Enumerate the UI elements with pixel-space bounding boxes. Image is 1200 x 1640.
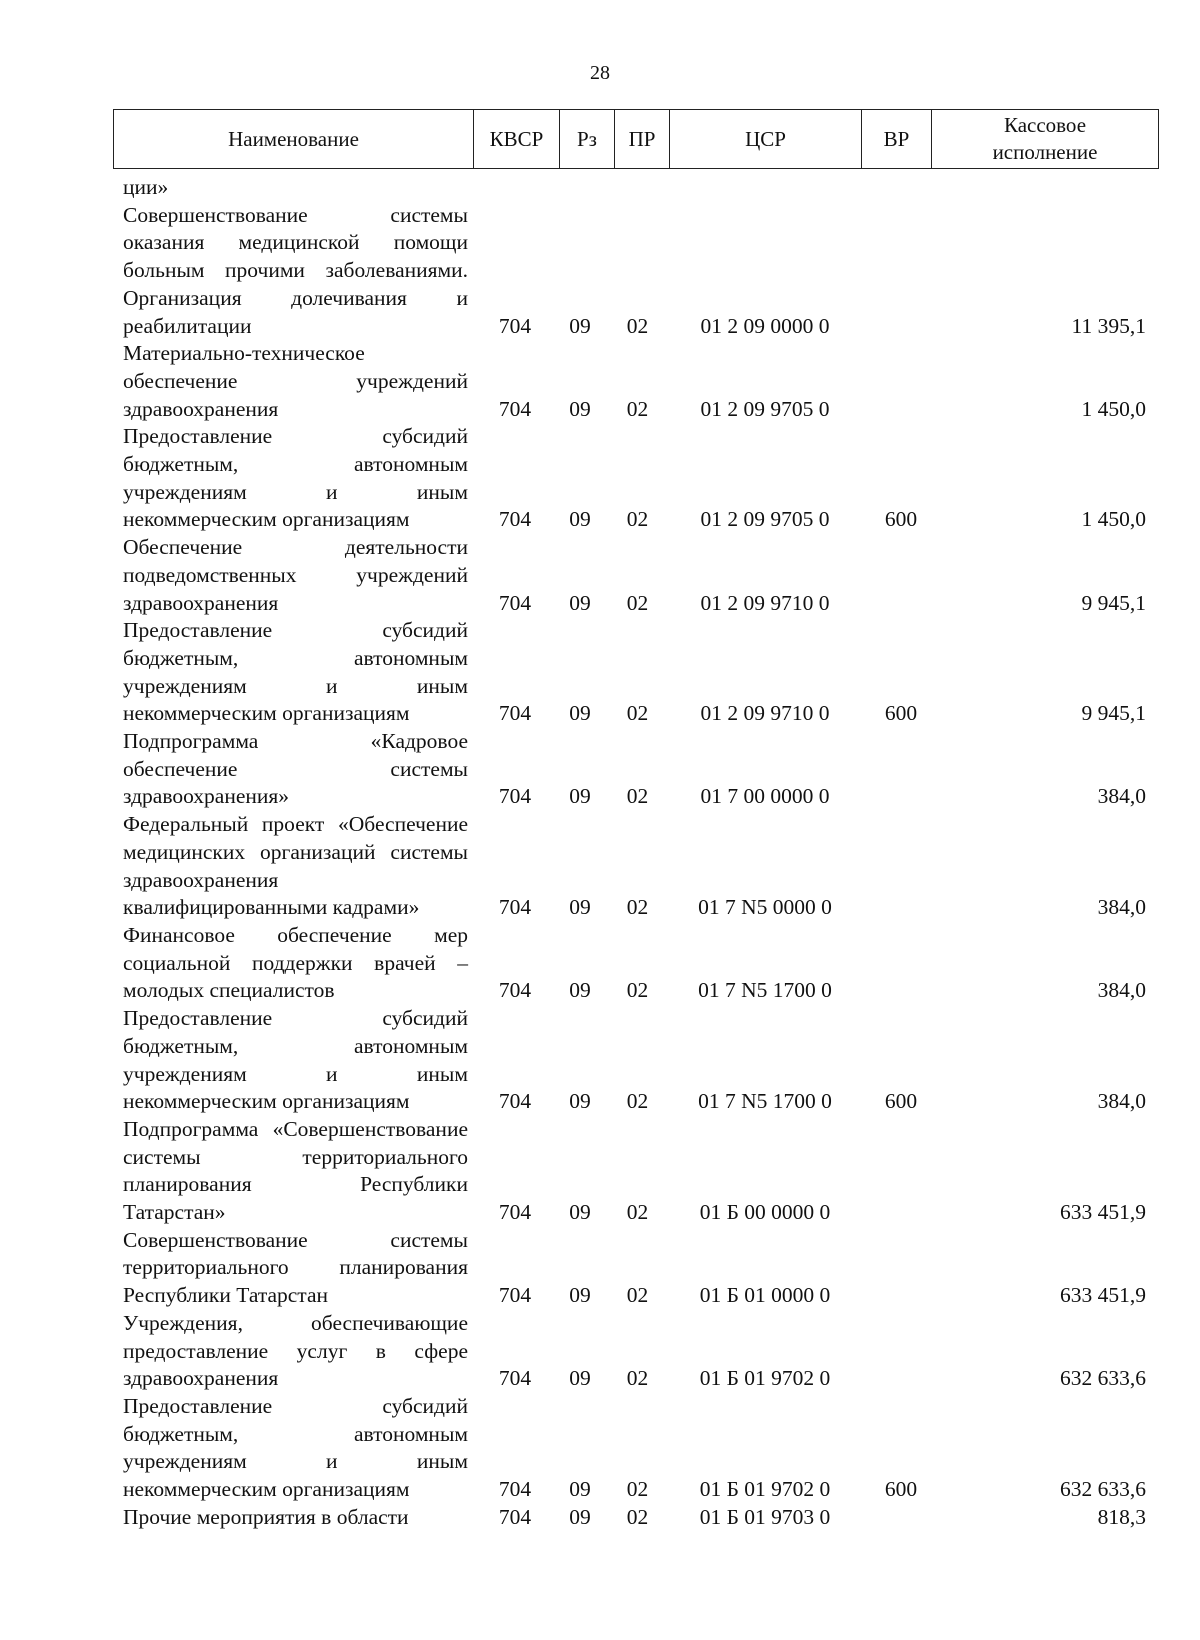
cell-csr: 01 2 09 9705 0 — [700, 507, 830, 532]
cell-amount: 633 451,9 — [1060, 1283, 1146, 1308]
cell-kvsr: 704 — [498, 1504, 532, 1529]
cell-name: Совершенствование системы оказания медицинской помощи больным прочими заболеваниями. Организация долечивания и реабилитации — [123, 202, 468, 338]
cell-amount: 384,0 — [1097, 784, 1146, 809]
cell-kvsr: 704 — [498, 895, 532, 920]
table-row — [113, 423, 1158, 534]
cell-amount: 9 945,1 — [1081, 701, 1146, 726]
cell-kvsr: 704 — [498, 784, 532, 809]
cell-csr: 01 Б 00 0000 0 — [699, 1200, 831, 1225]
cell-pr: 02 — [626, 1089, 649, 1114]
cell-name: Финансовое обеспечение мер социальной поддержки врачей – молодых специалистов — [123, 922, 468, 1003]
cell-amount: 1 450,0 — [1081, 396, 1146, 421]
cell-name: ции» — [123, 175, 169, 199]
cell-amount: 818,3 — [1097, 1504, 1146, 1529]
cell-kvsr: 704 — [498, 978, 532, 1003]
header-amount — [932, 110, 1159, 169]
table-row — [113, 1116, 1158, 1227]
header-kvsr: КВСР — [474, 110, 560, 169]
cell-kvsr: 704 — [498, 396, 532, 421]
cell-pr: 02 — [626, 1283, 649, 1308]
cell-amount: 632 633,6 — [1060, 1477, 1146, 1502]
cell-csr: 01 2 09 9710 0 — [700, 590, 830, 615]
cell-kvsr: 704 — [498, 1200, 532, 1225]
cell-csr: 01 Б 01 9702 0 — [699, 1477, 831, 1502]
header-amount-line2: исполнение — [992, 140, 1098, 164]
cell-csr: 01 Б 01 9702 0 — [699, 1366, 831, 1391]
header-amount-line1: Кассовое — [1003, 113, 1087, 137]
cell-name: Предоставление субсидий бюджетным, автономным учреждениям и иным некоммерческим организациям — [123, 424, 468, 532]
cell-name: Совершенствование системы территориального планирования Республики Татарстан — [123, 1227, 468, 1308]
cell-rz: 09 — [569, 701, 591, 726]
cell-rz: 09 — [569, 784, 591, 809]
table-row — [113, 202, 1158, 341]
cell-kvsr: 704 — [498, 1477, 532, 1502]
cell-rz: 09 — [569, 1283, 591, 1308]
header-pr: ПР — [615, 110, 670, 169]
cell-rz: 09 — [569, 590, 591, 615]
table-body — [113, 174, 1158, 1531]
cell-amount: 633 451,9 — [1060, 1200, 1146, 1225]
cell-rz: 09 — [569, 1200, 591, 1225]
header-vr: ВР — [862, 110, 932, 169]
cell-csr: 01 2 09 0000 0 — [700, 313, 830, 338]
cell-rz: 09 — [569, 507, 591, 532]
cell-csr: 01 7 N5 1700 0 — [698, 1089, 832, 1114]
table-row — [113, 922, 1158, 1005]
cell-pr: 02 — [626, 507, 649, 532]
table-row — [113, 728, 1158, 811]
cell-vr: 600 — [884, 1089, 918, 1114]
cell-name: Федеральный проект «Обеспечение медицинских организаций системы здравоохранения квалифицированными кадрами» — [123, 812, 468, 920]
cell-pr: 02 — [626, 1477, 649, 1502]
cell-rz: 09 — [569, 895, 591, 920]
cell-vr: 600 — [884, 701, 918, 726]
table-row — [113, 534, 1158, 617]
cell-amount: 384,0 — [1097, 978, 1146, 1003]
cell-amount: 1 450,0 — [1081, 507, 1146, 532]
cell-pr: 02 — [626, 978, 649, 1003]
table-row — [113, 174, 1158, 202]
cell-name: Подпрограмма «Кадровое обеспечение системы здравоохранения» — [123, 729, 468, 809]
header-rz: Рз — [560, 110, 615, 169]
cell-pr: 02 — [626, 590, 649, 615]
cell-rz: 09 — [569, 1089, 591, 1114]
cell-pr: 02 — [626, 396, 649, 421]
cell-csr: 01 2 09 9705 0 — [700, 396, 830, 421]
cell-rz: 09 — [569, 396, 591, 421]
cell-csr: 01 2 09 9710 0 — [700, 701, 830, 726]
header-name: Наименование — [114, 110, 474, 169]
cell-pr: 02 — [626, 1200, 649, 1225]
cell-rz: 09 — [569, 1366, 591, 1391]
cell-pr: 02 — [626, 1504, 649, 1529]
table-row — [113, 1393, 1158, 1504]
cell-name: Материально-техническое обеспечение учреждений здравоохранения — [123, 341, 468, 421]
cell-amount: 384,0 — [1097, 1089, 1146, 1114]
cell-kvsr: 704 — [498, 507, 532, 532]
table-row — [113, 340, 1158, 423]
table-row — [113, 1005, 1158, 1116]
cell-vr: 600 — [884, 1477, 918, 1502]
cell-rz: 09 — [569, 1477, 591, 1502]
cell-vr: 600 — [884, 507, 918, 532]
table-row — [113, 1310, 1158, 1393]
cell-pr: 02 — [626, 701, 649, 726]
cell-kvsr: 704 — [498, 1366, 532, 1391]
cell-pr: 02 — [626, 895, 649, 920]
cell-name: Прочие мероприятия в области — [123, 1504, 409, 1529]
cell-kvsr: 704 — [498, 1089, 532, 1114]
cell-pr: 02 — [626, 1366, 649, 1391]
cell-kvsr: 704 — [498, 701, 532, 726]
cell-amount: 11 395,1 — [1071, 313, 1146, 338]
cell-name: Подпрограмма «Совершенствование системы территориального планирования Республики Татарстан» — [123, 1116, 468, 1225]
cell-name: Предоставление субсидий бюджетным, автономным учреждениям и иным некоммерческим организациям — [123, 618, 468, 726]
cell-kvsr: 704 — [498, 1283, 532, 1308]
cell-kvsr: 704 — [498, 313, 532, 338]
cell-name: Учреждения, обеспечивающие предоставление услуг в сфере здравоохранения — [123, 1310, 468, 1391]
page-number: 28 — [590, 62, 610, 84]
cell-kvsr: 704 — [498, 590, 532, 615]
cell-amount: 384,0 — [1097, 895, 1146, 920]
table-header — [113, 109, 1159, 169]
cell-csr: 01 7 N5 1700 0 — [698, 978, 832, 1003]
cell-csr: 01 Б 01 0000 0 — [699, 1283, 831, 1308]
header-csr: ЦСР — [670, 110, 862, 169]
cell-pr: 02 — [626, 313, 649, 338]
cell-csr: 01 Б 01 9703 0 — [699, 1504, 831, 1529]
cell-csr: 01 7 N5 0000 0 — [698, 895, 832, 920]
cell-rz: 09 — [569, 313, 591, 338]
cell-rz: 09 — [569, 978, 591, 1003]
cell-name: Предоставление субсидий бюджетным, автономным учреждениям и иным некоммерческим организациям — [123, 1393, 468, 1502]
table-row — [113, 617, 1158, 728]
cell-amount: 632 633,6 — [1060, 1366, 1146, 1391]
cell-csr: 01 7 00 0000 0 — [700, 784, 830, 809]
cell-amount: 9 945,1 — [1081, 590, 1146, 615]
cell-rz: 09 — [569, 1504, 591, 1529]
cell-name: Обеспечение деятельности подведомственных учреждений здравоохранения — [123, 535, 468, 615]
table-row — [113, 811, 1158, 922]
cell-name: Предоставление субсидий бюджетным, автономным учреждениям и иным некоммерческим организациям — [123, 1006, 468, 1114]
cell-pr: 02 — [626, 784, 649, 809]
table-row — [113, 1227, 1158, 1310]
table-row — [113, 1504, 1158, 1532]
